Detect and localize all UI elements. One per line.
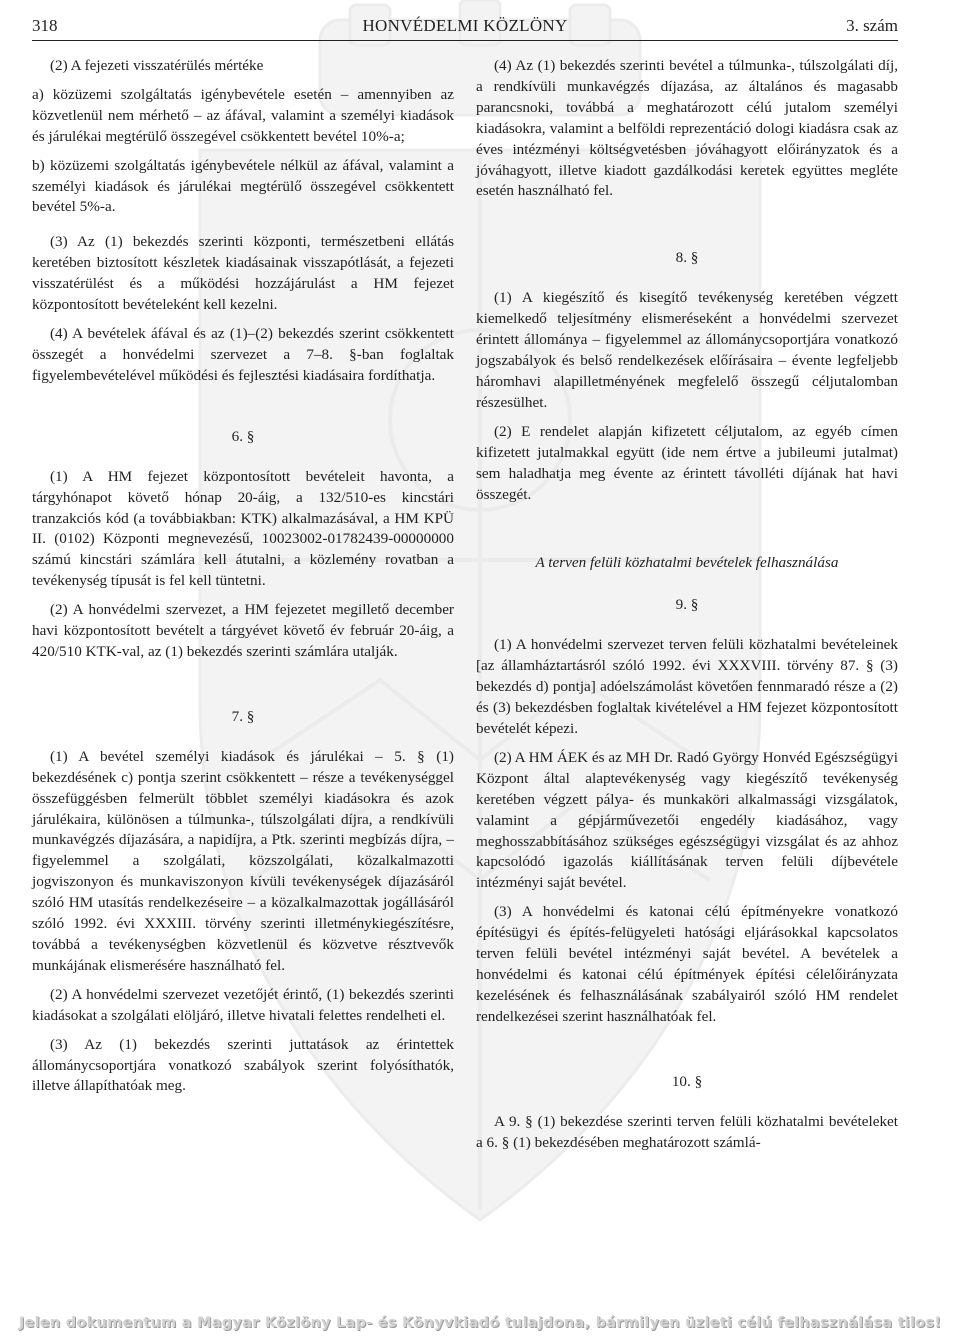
paragraph: a) közüzemi szolgáltatás igénybevétele esetén – amennyiben az közvetlenül nem mérhető – az áfával, valamint a személyi kiadások és járulékai megtérülő összegével csökkentett bevétel 10%-a; (32, 85, 454, 145)
paragraph: b) közüzemi szolgáltatás igénybevétele nélkül az áfával, valamint a személyi kiadások és járulékai megtérülő összegével csökkentett bevétel 5%-a. (32, 156, 454, 216)
page-header (32, 16, 898, 40)
right-column (476, 56, 898, 1162)
issue-number: 3. szám (846, 16, 898, 35)
paragraph: (4) Az (1) bekezdés szerinti bevétel a túlmunka-, túlszolgálati díj, a rendkívüli munkavégzés díjazása, az általános és magasabb parancsnoki, továbbá a meghatározott célú jutalom személyi kiadásokra, valamint a belföldi reprezentáció dologi kiadásra csak az éves intézményi költségvetésben jóváhagyott előirányzatok és a jóváhagyott, illetve kiadott gazdálkodási keretek együttes megléte esetén használható fel. (476, 57, 898, 200)
paragraph: (2) A honvédelmi szervezet vezetőjét érintő, (1) bekezdés szerinti kiadásokat a szolgálati elöljáró, illetve hivatali felettes rendelheti el. (32, 985, 454, 1024)
section-number-9: 9. § (675, 596, 699, 614)
copyright-notice: Jelen dokumentum a Magyar Közlöny Lap- és Könyvkiadó tulajdona, bármilyen üzleti célú felhasználása tilos! (18, 1314, 942, 1331)
paragraph: (1) A bevétel személyi kiadások és járulékai – 5. § (1) bekezdésének c) pontja szerint csökkentett – része a tevékenységgel összefüggésben felmerült többlet személyi kiadásokra és azok járulékaira, különösen a túlmunka-, túlszolgálati díjra, a rendkívüli munkavégzés díjazására, a napidíjra, a Ptk. szerinti megbízás díjra, – figyelemmel a szolgálati, közszolgálati, közalkalmazotti jogviszonyon és munkaviszonyon kívüli tevékenységek díjazásáról szóló HM utasítás rendelkezéseire – a közalkalmazottak jogállásáról szóló 1992. évi XXXIII. törvény szerinti illetménykiegészítésre, továbbá a tevékenységben közvetlenül és közvetve résztvevők munkájának elismerésére használható fel. (32, 747, 454, 974)
page-number: 318 (32, 16, 58, 35)
paragraph: (2) A HM ÁEK és az MH Dr. Radó György Honvéd Egészségügyi Központ által alaptevékenység vagy kiegészítő tevékenység keretében végzett pálya- és munkaköri alkalmassági vizsgálatok, valamint a gépjárművezetői engedély kiadásához, vagy meghosszabbításához szükséges egészségügyi vizsgálat és az ahhoz kapcsolódó igazolás kiállításának terven felüli díjbevétele intézményi saját bevétel. (476, 748, 898, 892)
section-number-7: 7. § (231, 707, 255, 725)
paragraph: (1) A kiegészítő és kisegítő tevékenység keretében végzett kiemelkedő teljesítmény elismeréseként a honvédelmi szervezet érintett állománya – figyelemmel az állománycsoportjára vonatkozó jogszabályok és belső rendelkezések előírásaira – évente legfeljebb háromhavi alapilletményének megfelelő összegű céljutalomban részesülhet. (476, 289, 898, 411)
section-number-10: 10. § (671, 1072, 703, 1090)
section-number-8: 8. § (675, 249, 699, 267)
paragraph: (2) E rendelet alapján kifizetett céljutalom, az egyéb címen kifizetett jutalmakkal együtt (ide nem értve a jubileumi jutalmat) sem haladhatja meg évente az érintett távolléti díjának hat havi összegét. (476, 422, 898, 503)
paragraph: A 9. § (1) bekezdése szerinti terven felüli közhatalmi bevételeket a 6. § (1) bekezdésében meghatározott számlá- (476, 1112, 898, 1151)
paragraph: (4) A bevételek áfával és az (1)–(2) bekezdés szerint csökkentett összegét a honvédelmi szervezet a 7–8. §-ban foglaltak figyelembevételével működési és fejlesztési kiadásaira fordíthatja. (32, 324, 454, 384)
paragraph: (1) A honvédelmi szervezet terven felüli közhatalmi bevételeinek [az államháztartásról szóló 1992. évi XXXVIII. törvény 87. § (3) bekezdés d) pontja] adóelszámolást követően fennmaradó része a (2) és (3) bekezdésben foglaltak kivételével a HM fejezet központosított bevételét képezi. (476, 636, 898, 738)
journal-title: HONVÉDELMI KÖZLÖNY (362, 16, 568, 35)
header-divider (32, 40, 898, 41)
left-column (32, 56, 454, 1105)
section-subtitle: A terven felüli közhatalmi bevételek felhasználása (535, 554, 839, 572)
paragraph: (3) Az (1) bekezdés szerinti központi, természetbeni ellátás keretében biztosított készletek kiadásainak visszapótlását, a fejezeti visszatérülést és a működési hozzájárulást a HM fejezet központosított bevételeként kell kezelni. (32, 233, 454, 314)
section-number-6: 6. § (231, 427, 255, 445)
paragraph: (2) A fejezeti visszatérülés mértéke (50, 57, 264, 74)
paragraph: (2) A honvédelmi szervezet, a HM fejezetet megillető december havi központosított bevételt a tárgyévet követő év február 20-áig, a 420/510 KTK-val, az (1) bekezdés szerinti számlára utalják. (32, 601, 454, 660)
paragraph: (3) A honvédelmi és katonai célú építményekre vonatkozó építésügyi és építés-felügyeleti hatósági eljárásokkal kapcsolatos terven felüli bevétel intézményi saját bevétel. A bevételek a honvédelmi és katonai célú építmények építési célelőirányzata kezelésének és felhasználásának szabályairól szóló HM rendelet rendelkezései szerint használhatóak fel. (476, 903, 898, 1025)
paragraph: (3) Az (1) bekezdés szerinti juttatások az érintettek állománycsoportjára vonatkozó szabályok szerint folyósíthatók, illetve állapíthatóak meg. (32, 1035, 454, 1095)
paragraph: (1) A HM fejezet központosított bevételeit havonta, a tárgyhónapot követő hónap 20-áig, a 132/510-es kincstári tranzakciós kód (a továbbiakban: KTK) alkalmazásával, a HM KPÜ II. (0102) Központi megnevezésű, 10023002-01782439-00000000 számú kincstári számlára kell átutalni, a közlemény rovatban a tevékenység típusát is fel kell tüntetni. (32, 467, 454, 590)
